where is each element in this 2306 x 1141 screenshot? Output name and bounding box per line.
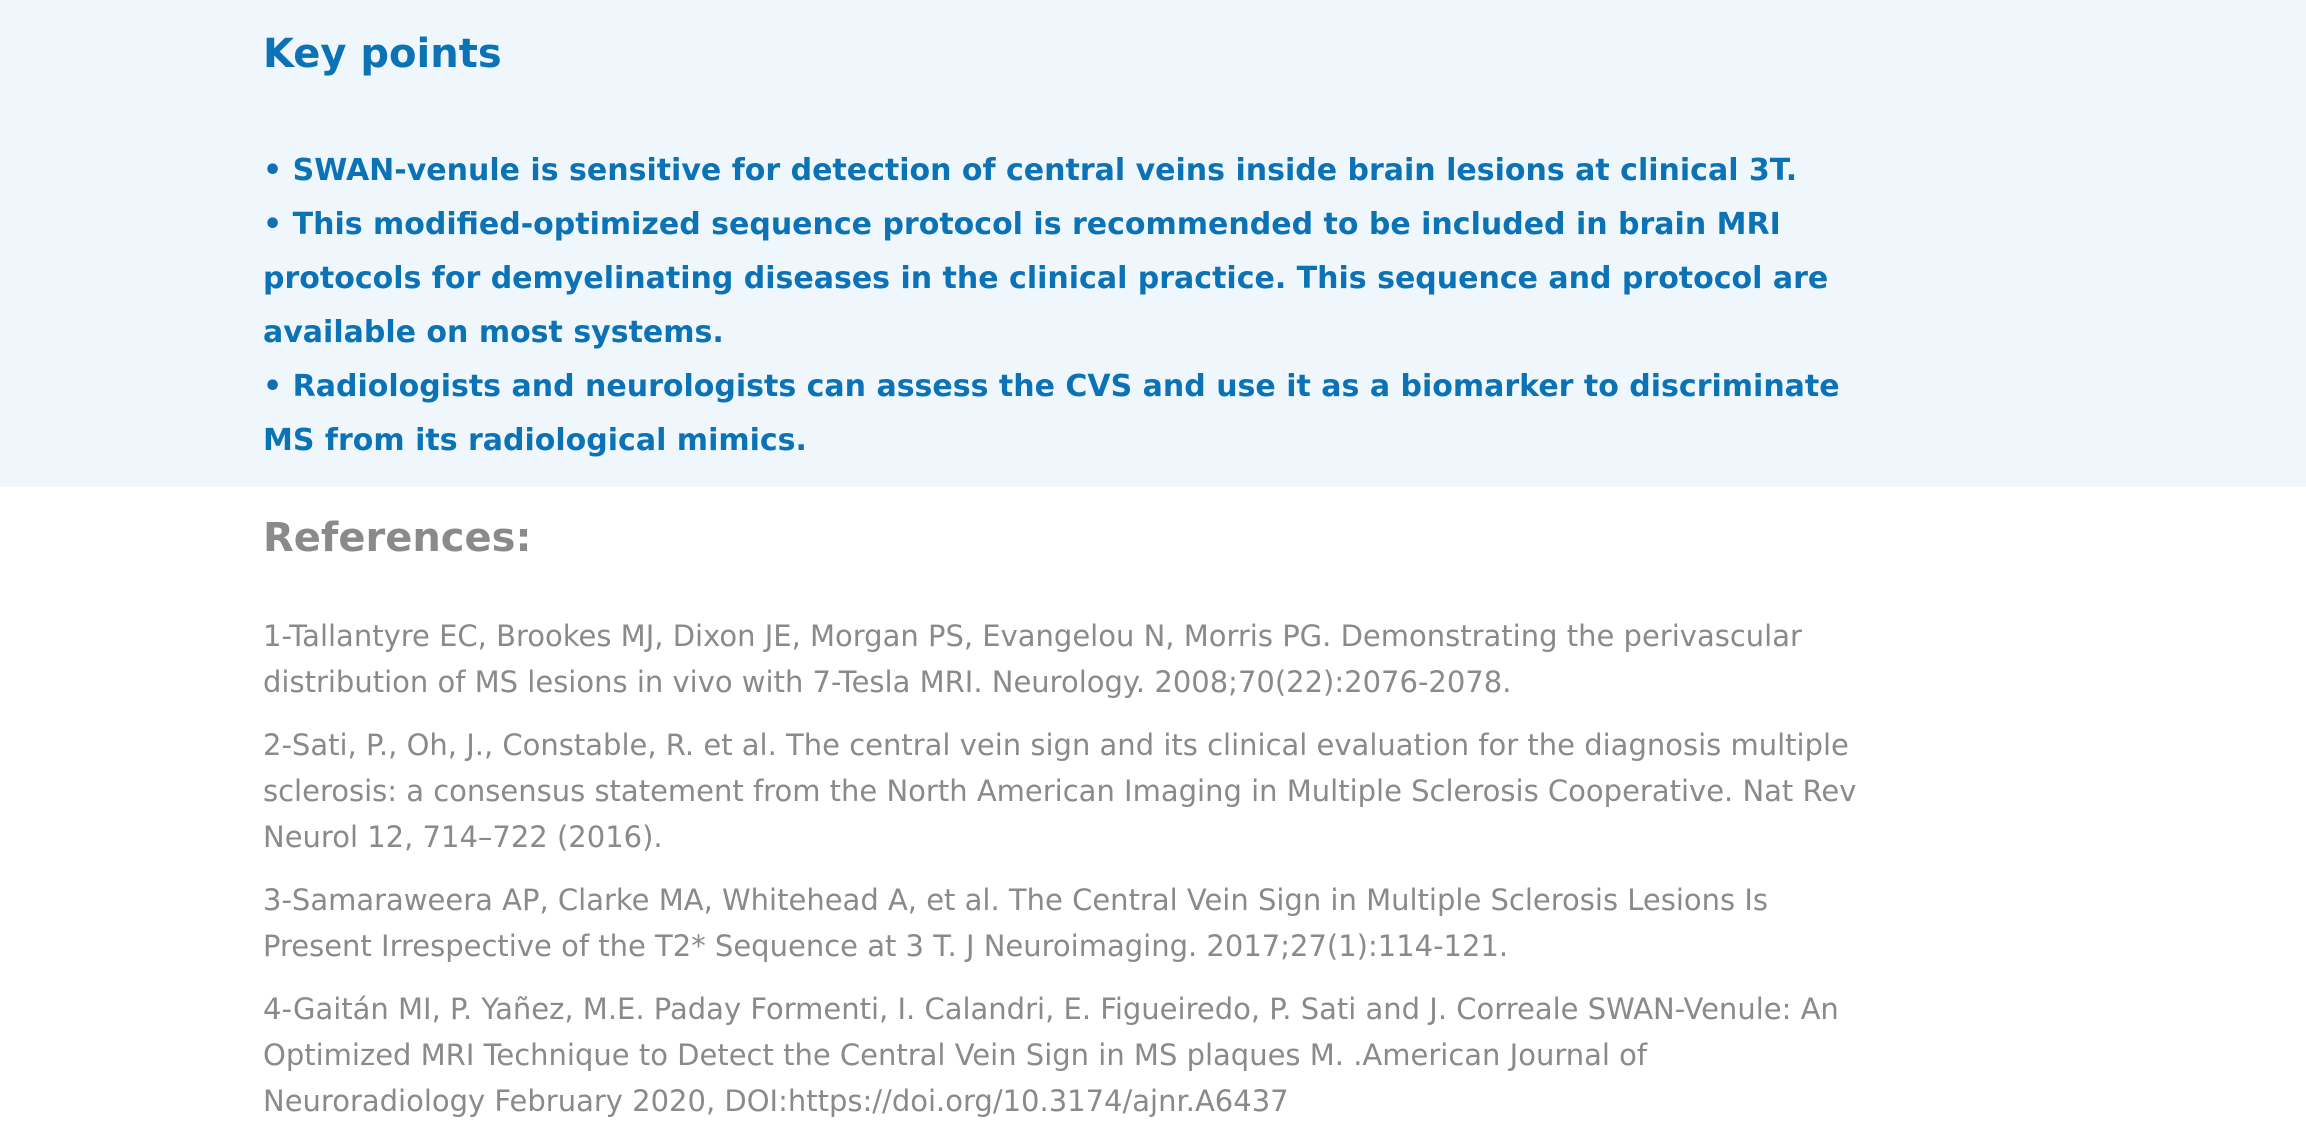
key-points-title: Key points [263,31,502,77]
key-points-list [263,144,1873,468]
reference-item: 1-Tallantyre EC, Brookes MJ, Dixon JE, Morgan PS, Evangelou N, Morris PG. Demonstrating the perivascular distribution of MS lesions in vivo with 7-Tesla MRI. Neurology. 2008;70(22):2076-2078. [263,619,1802,699]
key-point-item: • Radiologists and neurologists can assess the CVS and use it as a biomarker to discriminate MS from its radiological mimics. [263,369,1840,458]
references-list [263,613,1863,1141]
key-point-item: • This modified-optimized sequence protocol is recommended to be included in brain MRI protocols for demyelinating diseases in the clinical practice. This sequence and protocol are available on most systems. [263,207,1829,350]
reference-item: 3-Samaraweera AP, Clarke MA, Whitehead A, et al. The Central Vein Sign in Multiple Sclerosis Lesions Is Present Irrespective of the T2* Sequence at 3 T. J Neuroimaging. 2017;27(1):114-121. [263,883,1769,963]
reference-item: 4-Gaitán MI, P. Yañez, M.E. Paday Formenti, I. Calandri, E. Figueiredo, P. Sati and J. Correale SWAN-Venule: An Optimized MRI Technique to Detect the Central Vein Sign in MS plaques M. .American Journal of Neuroradiology February 2020, DOI:https://doi.org/10.3174/ajnr.A6437 [263,992,1839,1118]
references-title: References: [263,515,532,561]
key-point-item: • SWAN-venule is sensitive for detection of central veins inside brain lesions at clinical 3T. [263,153,1798,188]
reference-item: 2-Sati, P., Oh, J., Constable, R. et al. The central vein sign and its clinical evaluation for the diagnosis multiple sclerosis: a consensus statement from the North American Imaging in Multiple Sclerosis Cooperative. Nat Rev Neurol 12, 714–722 (2016). [263,728,1857,854]
key-points-panel [0,0,2306,487]
